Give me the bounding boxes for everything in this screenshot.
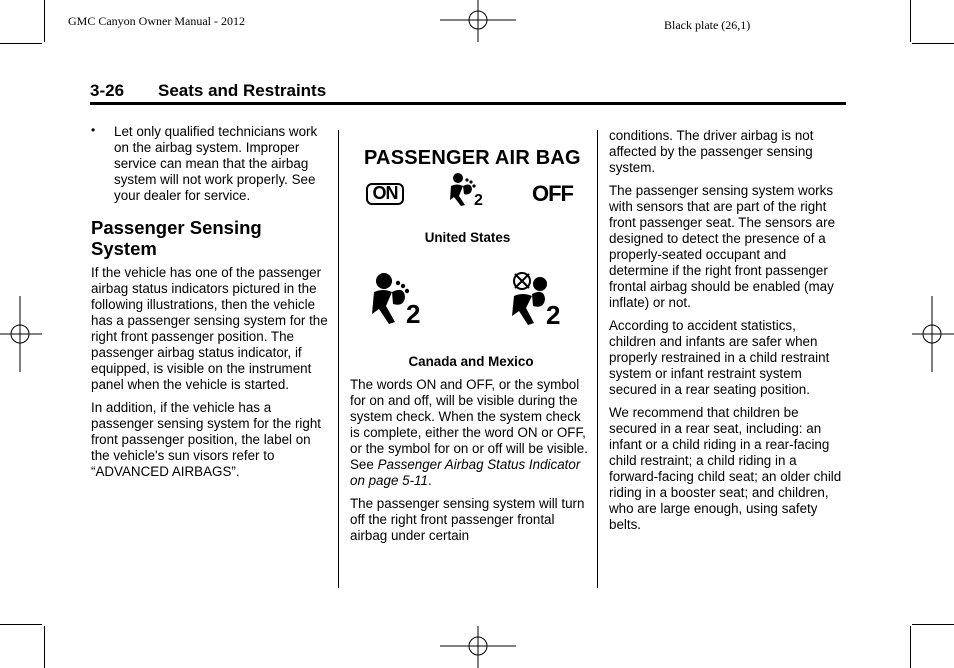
passenger-airbag-off-icon xyxy=(506,270,570,326)
icon-number: 2 xyxy=(406,299,421,326)
on-indicator: ON xyxy=(366,183,404,205)
passenger-airbag-on-icon xyxy=(368,272,430,326)
paragraph xyxy=(350,377,588,489)
off-indicator: OFF xyxy=(532,181,573,206)
column-1 xyxy=(91,124,329,487)
icon-number: 2 xyxy=(474,192,483,208)
registration-mark-right xyxy=(912,296,954,372)
section-title: Seats and Restraints xyxy=(158,81,327,100)
plate-label: Black plate (26,1) xyxy=(664,18,751,32)
icon-number: 2 xyxy=(546,300,561,326)
manual-title: GMC Canyon Owner Manual - 2012 xyxy=(68,14,245,28)
section-header xyxy=(90,81,326,101)
registration-mark-bottom xyxy=(440,626,516,668)
passenger-airbag-icon xyxy=(447,172,487,208)
column-2-text xyxy=(350,377,588,551)
caption-canada-mexico: Canada and Mexico xyxy=(408,354,534,369)
header-rule xyxy=(90,102,846,105)
paragraph: We recommend that children be secured in a rear seat, including: an infant or a child riding in a rear-facing child restraint; a child riding in a forward-facing child seat; an older child riding in a booster seat; and children, who are large enough, using safety belts. xyxy=(609,405,842,532)
page-number: 3-26 xyxy=(90,81,125,100)
registration-mark-left xyxy=(0,296,42,372)
bullet-item xyxy=(91,124,329,204)
column-divider-1 xyxy=(338,130,339,588)
section-heading: Passenger Sensing System xyxy=(91,217,262,259)
registration-mark-top xyxy=(440,0,516,42)
paragraph: conditions. The driver airbag is not affected by the passenger sensing system. xyxy=(609,128,814,175)
paragraph-text-end: . xyxy=(427,473,432,488)
bullet-text: Let only qualified technicians work on the airbag system. Improper service can mean that the airbag system will not work properly. See your dealer for service. xyxy=(114,124,318,203)
paragraph: According to accident statistics, children and infants are safer when properly restrained in a child restraint system or infant restraint system secured in a rear seating position. xyxy=(609,318,830,397)
indicator-title: PASSENGER AIR BAG xyxy=(364,147,581,169)
paragraph-text: The words ON and OFF, or the symbol for on and off, will be visible during the system check. When the system check is complete, either the word ON or OFF, or the symbol for on or off will be visible. See xyxy=(350,377,588,472)
column-3 xyxy=(609,128,845,540)
paragraph: In addition, if the vehicle has a passenger sensing system for the right front passenger position, the label on the vehicle's sun visors refer to “ADVANCED AIRBAGS”. xyxy=(91,400,321,479)
caption-united-states: United States xyxy=(424,230,511,245)
paragraph: The passenger sensing system will turn off the right front passenger frontal airbag under certain xyxy=(350,496,585,543)
paragraph: The passenger sensing system works with sensors that are part of the right front passenger seat. The sensors are designed to detect the presence of a properly-seated occupant and determine if the right front passenger frontal airbag should be enabled (may inflate) or not. xyxy=(609,183,836,310)
cross-reference-link[interactable]: Passenger Airbag Status Indicator on page 5-11 xyxy=(350,457,581,488)
paragraph: If the vehicle has one of the passenger airbag status indicators pictured in the following illustrations, then the vehicle has a passenger sensing system for the right front passenger position. The passenger airbag status indicator, if equipped, is visible on the instrument panel when the vehicle is started. xyxy=(91,265,328,392)
bullet-icon: • xyxy=(91,123,96,137)
